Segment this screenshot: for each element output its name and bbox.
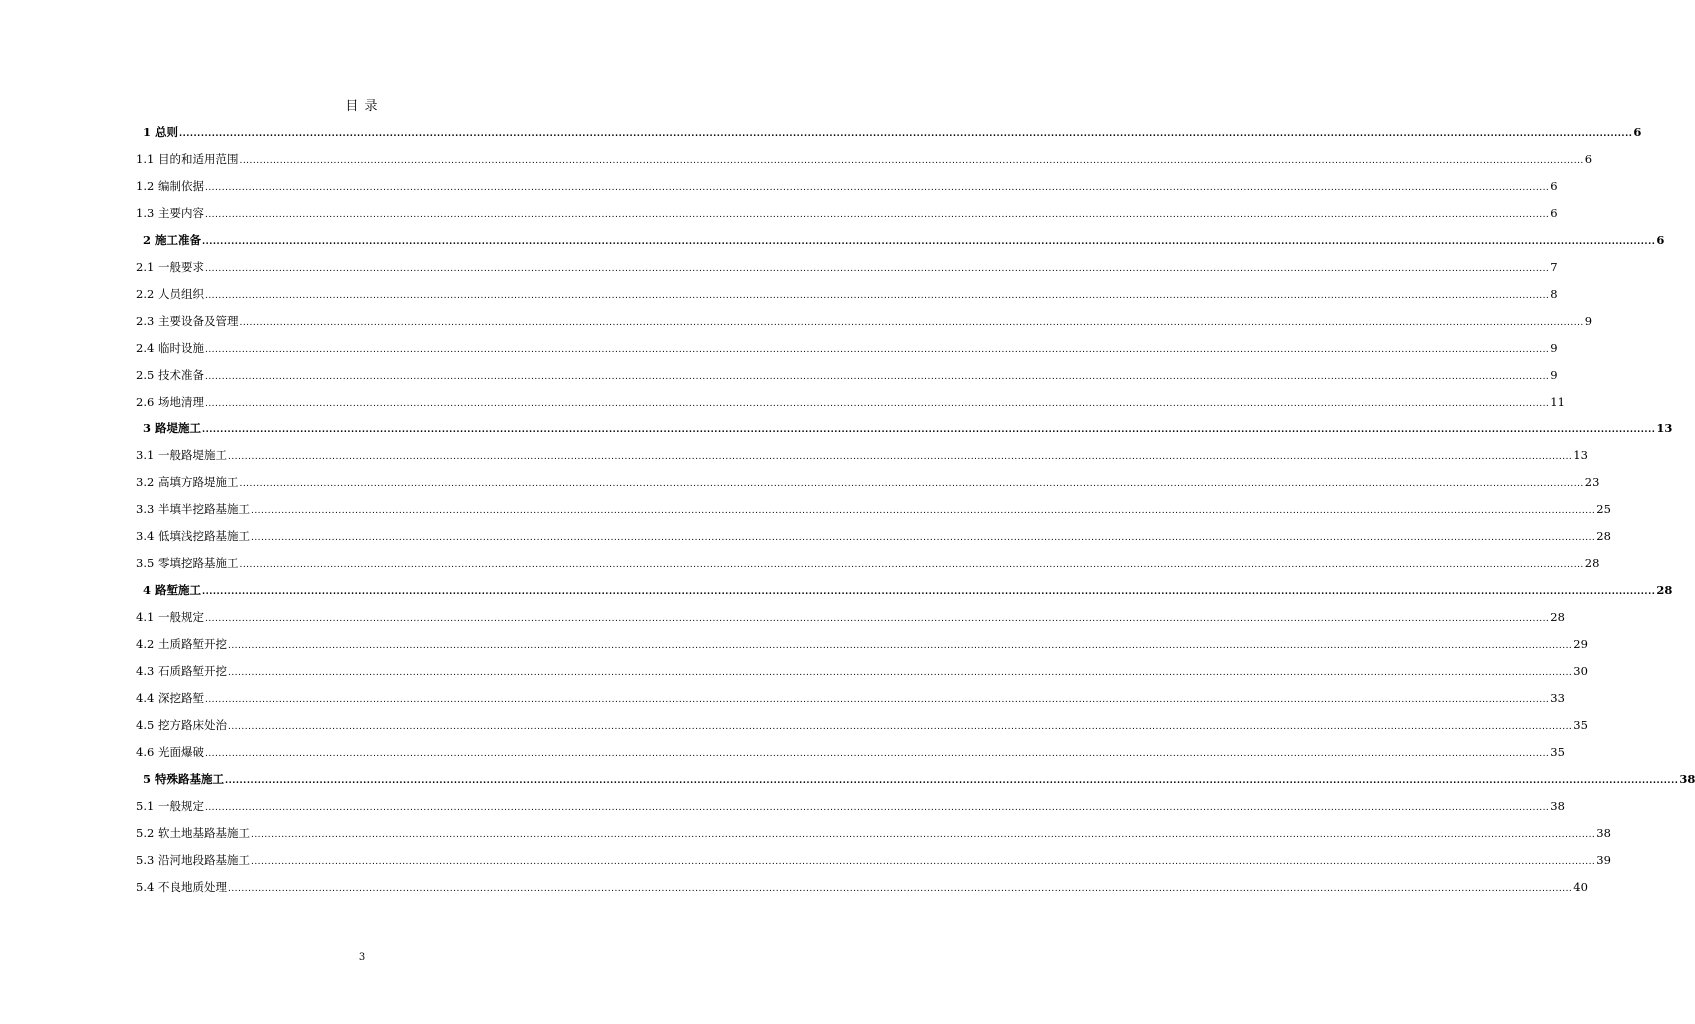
toc-entry-label: 4.1 一般规定 [136, 610, 204, 624]
toc-entry-label: 4.2 土质路堑开挖 [136, 637, 227, 651]
toc-leader-dots: ................................................................................................................................................................................................................................................................................................................................................................................................................ [250, 857, 1596, 867]
toc-entry-label: 5.1 一般规定 [136, 799, 204, 813]
page-title: 目 录 [345, 99, 379, 114]
toc-subsection-entry[interactable] [136, 717, 1588, 733]
toc-leader-dots: ................................................................................................................................................................................................................................................................................................................................................................................................................ [227, 452, 1573, 462]
toc-subsection-entry[interactable] [136, 259, 1558, 275]
toc-entry-page: 30 [1573, 664, 1588, 678]
toc-leader-dots: ................................................................................................................................................................................................................................................................................................................................................................................................................ [179, 129, 1633, 139]
toc-leader-dots: ................................................................................................................................................................................................................................................................................................................................................................................................................ [250, 830, 1596, 840]
toc-entry-page: 13 [1656, 421, 1673, 435]
toc-entry-page: 7 [1550, 260, 1558, 274]
toc-entry-label: 3.3 半填半挖路基施工 [136, 502, 250, 516]
toc-subsection-entry[interactable] [136, 340, 1558, 356]
toc-subsection-entry[interactable] [136, 313, 1593, 329]
toc-leader-dots: ................................................................................................................................................................................................................................................................................................................................................................................................................ [239, 479, 1584, 489]
toc-subsection-entry[interactable] [136, 852, 1611, 868]
toc-subsection-entry[interactable] [136, 636, 1588, 652]
toc-subsection-entry[interactable] [136, 825, 1611, 841]
toc-entry-label: 2 施工准备 [143, 233, 202, 247]
toc-entry-page: 6 [1633, 125, 1642, 139]
toc-section-entry[interactable] [136, 124, 1642, 140]
toc-subsection-entry[interactable] [136, 394, 1565, 410]
toc-leader-dots: ................................................................................................................................................................................................................................................................................................................................................................................................................ [204, 372, 1550, 382]
toc-leader-dots: ................................................................................................................................................................................................................................................................................................................................................................................................................ [250, 506, 1596, 516]
toc-entry-label: 5.3 沿河地段路基施工 [136, 853, 250, 867]
toc-section-entry[interactable] [136, 582, 1673, 598]
toc-entry-label: 3.4 低填浅挖路基施工 [136, 529, 250, 543]
toc-section-entry[interactable] [136, 771, 1695, 787]
toc-entry-label: 2.2 人员组织 [136, 287, 204, 301]
toc-entry-page: 6 [1550, 206, 1558, 220]
toc-entry-page: 11 [1550, 395, 1565, 409]
toc-entry-page: 38 [1679, 772, 1695, 786]
toc-leader-dots: ................................................................................................................................................................................................................................................................................................................................................................................................................ [204, 695, 1550, 705]
toc-subsection-entry[interactable] [136, 879, 1588, 895]
toc-subsection-entry[interactable] [136, 501, 1611, 517]
toc-leader-dots: ................................................................................................................................................................................................................................................................................................................................................................................................................ [204, 264, 1550, 274]
toc-subsection-entry[interactable] [136, 690, 1565, 706]
toc-entry-page: 9 [1550, 368, 1558, 382]
toc-leader-dots: ................................................................................................................................................................................................................................................................................................................................................................................................................ [204, 749, 1550, 759]
toc-entry-label: 3.5 零填挖路基施工 [136, 556, 239, 570]
toc-entry-page: 28 [1550, 610, 1565, 624]
toc-entry-page: 39 [1596, 853, 1611, 867]
toc-entry-label: 1.2 编制依据 [136, 179, 204, 193]
toc-entry-page: 35 [1550, 745, 1565, 759]
toc-leader-dots: ................................................................................................................................................................................................................................................................................................................................................................................................................ [202, 587, 1656, 597]
toc-subsection-entry[interactable] [136, 286, 1558, 302]
toc-leader-dots: ................................................................................................................................................................................................................................................................................................................................................................................................................ [250, 533, 1596, 543]
toc-entry-label: 3.1 一般路堤施工 [136, 448, 227, 462]
toc-entry-page: 23 [1584, 475, 1600, 489]
toc-leader-dots: ................................................................................................................................................................................................................................................................................................................................................................................................................ [239, 156, 1584, 166]
toc-entry-label: 4 路堑施工 [143, 583, 202, 597]
toc-entry-label: 1 总则 [143, 125, 179, 139]
toc-entry-label: 4.4 深挖路堑 [136, 691, 204, 705]
toc-leader-dots: ................................................................................................................................................................................................................................................................................................................................................................................................................ [225, 776, 1679, 786]
toc-entry-page: 6 [1656, 233, 1665, 247]
toc-entry-page: 9 [1584, 314, 1593, 328]
toc-subsection-entry[interactable] [136, 663, 1588, 679]
toc-entry-page: 35 [1573, 718, 1588, 732]
toc-entry-label: 2.4 临时设施 [136, 341, 204, 355]
toc-leader-dots: ................................................................................................................................................................................................................................................................................................................................................................................................................ [204, 399, 1550, 409]
toc-subsection-entry[interactable] [136, 798, 1565, 814]
toc-leader-dots: ................................................................................................................................................................................................................................................................................................................................................................................................................ [239, 560, 1584, 570]
toc-leader-dots: ................................................................................................................................................................................................................................................................................................................................................................................................................ [202, 425, 1656, 435]
toc-subsection-entry[interactable] [136, 474, 1600, 490]
toc-subsection-entry[interactable] [136, 205, 1558, 221]
toc-entry-page: 28 [1656, 583, 1673, 597]
toc-leader-dots: ................................................................................................................................................................................................................................................................................................................................................................................................................ [204, 183, 1550, 193]
toc-leader-dots: ................................................................................................................................................................................................................................................................................................................................................................................................................ [227, 722, 1573, 732]
toc-entry-page: 6 [1584, 152, 1593, 166]
toc-entry-page: 29 [1573, 637, 1588, 651]
toc-entry-label: 1.3 主要内容 [136, 206, 204, 220]
page-number: 3 [358, 952, 366, 963]
toc-leader-dots: ................................................................................................................................................................................................................................................................................................................................................................................................................ [204, 803, 1550, 813]
toc-leader-dots: ................................................................................................................................................................................................................................................................................................................................................................................................................ [204, 210, 1550, 220]
toc-entry-label: 1.1 目的和适用范围 [136, 152, 239, 166]
toc-subsection-entry[interactable] [136, 447, 1588, 463]
toc-leader-dots: ................................................................................................................................................................................................................................................................................................................................................................................................................ [202, 237, 1656, 247]
toc-entry-page: 38 [1550, 799, 1565, 813]
toc-entry-label: 4.5 挖方路床处治 [136, 718, 227, 732]
toc-leader-dots: ................................................................................................................................................................................................................................................................................................................................................................................................................ [204, 345, 1550, 355]
toc-subsection-entry[interactable] [136, 178, 1558, 194]
toc-entry-label: 3.2 高填方路堤施工 [136, 475, 239, 489]
toc-leader-dots: ................................................................................................................................................................................................................................................................................................................................................................................................................ [227, 641, 1573, 651]
toc-section-entry[interactable] [136, 232, 1665, 248]
toc-entry-label: 2.5 技术准备 [136, 368, 204, 382]
toc-leader-dots: ................................................................................................................................................................................................................................................................................................................................................................................................................ [204, 291, 1550, 301]
toc-entry-page: 25 [1596, 502, 1611, 516]
toc-subsection-entry[interactable] [136, 367, 1558, 383]
toc-leader-dots: ................................................................................................................................................................................................................................................................................................................................................................................................................ [227, 884, 1573, 894]
toc-entry-page: 13 [1573, 448, 1588, 462]
toc-entry-page: 38 [1596, 826, 1611, 840]
toc-entry-label: 2.3 主要设备及管理 [136, 314, 239, 328]
toc-subsection-entry[interactable] [136, 555, 1600, 571]
toc-entry-label: 5 特殊路基施工 [143, 772, 225, 786]
toc-leader-dots: ................................................................................................................................................................................................................................................................................................................................................................................................................ [239, 318, 1584, 328]
toc-leader-dots: ................................................................................................................................................................................................................................................................................................................................................................................................................ [227, 668, 1573, 678]
toc-entry-page: 6 [1550, 179, 1558, 193]
toc-entry-label: 2.1 一般要求 [136, 260, 204, 274]
toc-entry-label: 2.6 场地清理 [136, 395, 204, 409]
toc-leader-dots: ................................................................................................................................................................................................................................................................................................................................................................................................................ [204, 614, 1550, 624]
toc-entry-page: 33 [1550, 691, 1565, 705]
toc-subsection-entry[interactable] [136, 151, 1593, 167]
toc-entry-label: 5.4 不良地质处理 [136, 880, 227, 894]
toc-entry-label: 5.2 软土地基路基施工 [136, 826, 250, 840]
toc-entry-page: 9 [1550, 341, 1558, 355]
toc-entry-page: 28 [1584, 556, 1600, 570]
toc-subsection-entry[interactable] [136, 528, 1611, 544]
toc-subsection-entry[interactable] [136, 609, 1565, 625]
toc-entry-label: 4.6 光面爆破 [136, 745, 204, 759]
toc-entry-label: 4.3 石质路堑开挖 [136, 664, 227, 678]
toc-entry-page: 28 [1596, 529, 1611, 543]
toc-entry-page: 40 [1573, 880, 1588, 894]
toc-entry-label: 3 路堤施工 [143, 421, 202, 435]
toc-entry-page: 8 [1550, 287, 1558, 301]
toc-section-entry[interactable] [136, 420, 1673, 436]
toc-subsection-entry[interactable] [136, 744, 1565, 760]
